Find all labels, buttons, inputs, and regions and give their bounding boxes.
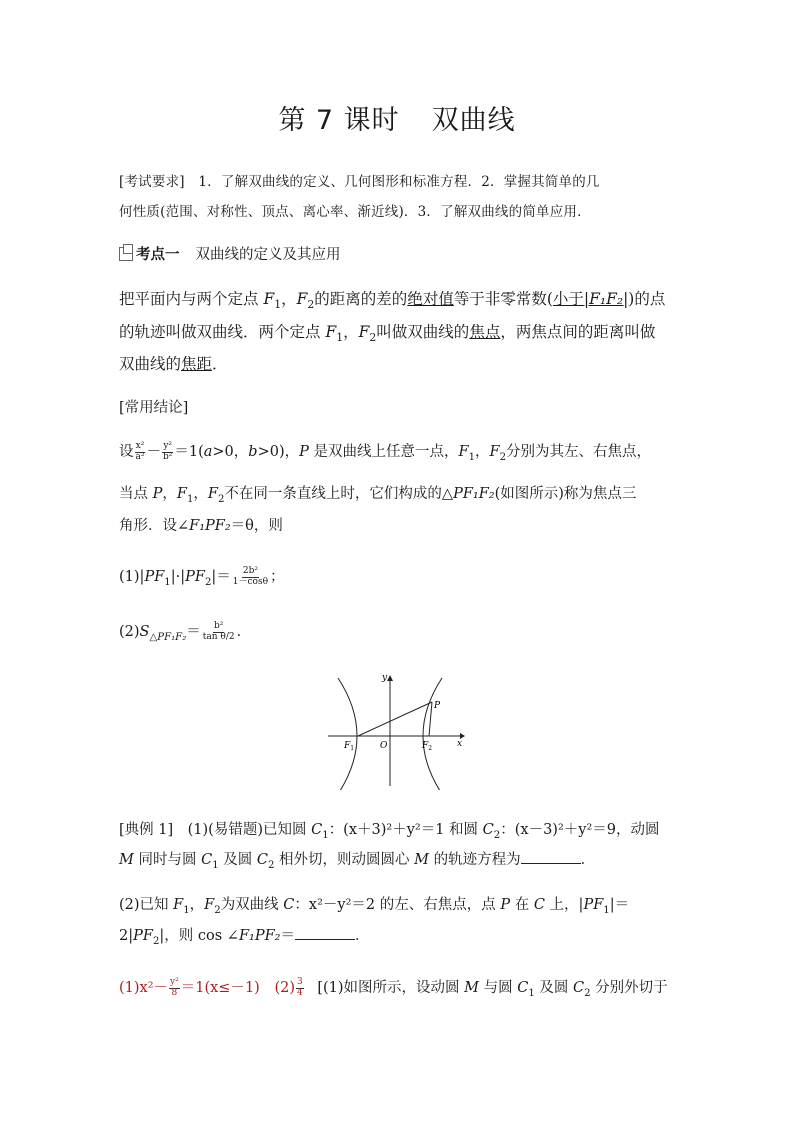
sym: C xyxy=(256,852,268,868)
den: tan θ/2 xyxy=(202,631,235,642)
text: 上，| xyxy=(544,897,584,913)
text: 的轨迹方程为 xyxy=(429,852,521,868)
text: ， xyxy=(189,897,205,913)
sym: P xyxy=(152,486,163,502)
sub: 1 xyxy=(164,576,171,588)
sub: 1 xyxy=(186,493,194,505)
text: 2| xyxy=(119,928,134,944)
sub: 1 xyxy=(183,904,190,916)
definition-line-2 xyxy=(119,320,684,344)
sym: b xyxy=(248,444,258,460)
text: ， xyxy=(162,486,177,502)
segment-pf1 xyxy=(358,702,432,736)
text: △ xyxy=(149,631,158,643)
text: ． xyxy=(354,928,370,944)
text: >0)， xyxy=(257,444,300,460)
text: 同时与圆 xyxy=(133,852,202,868)
sym: C xyxy=(482,822,494,838)
text: ：(x－3)²＋y²＝9，动圆 xyxy=(500,822,660,838)
text: ， xyxy=(343,323,359,341)
example-line-4 xyxy=(119,924,684,947)
text: ， xyxy=(193,486,208,502)
text: (1)x²－ xyxy=(119,980,169,996)
explanation-start xyxy=(317,980,668,999)
section-heading xyxy=(119,243,341,264)
segment-pf2 xyxy=(429,702,432,736)
conclusion-line-2 xyxy=(119,482,684,505)
text: 等于非零常数( xyxy=(453,290,553,308)
text: 相外切，则动圆圆心 xyxy=(274,852,415,868)
text: 在 xyxy=(510,897,534,913)
sub: 2 xyxy=(493,829,501,841)
text: |＝ xyxy=(211,569,231,585)
text: 与圆 xyxy=(479,980,518,996)
text: >0， xyxy=(212,444,249,460)
f1-letter: F xyxy=(344,741,351,751)
den: 1－cosθ xyxy=(232,576,269,587)
sym: M xyxy=(464,980,479,996)
sym: F xyxy=(263,290,275,308)
text: 叫做双曲线的 xyxy=(376,323,470,341)
section-icon xyxy=(119,247,133,261)
sym: a xyxy=(203,444,213,460)
text: (1)| xyxy=(119,569,145,585)
sym: C xyxy=(311,822,323,838)
sym: PF xyxy=(583,897,604,913)
sym: PF xyxy=(144,569,165,585)
sym: C xyxy=(573,980,585,996)
text: ，两焦点间的距离叫做 xyxy=(500,323,656,341)
fraction xyxy=(296,978,304,998)
text: ． xyxy=(580,852,596,868)
sub: 2 xyxy=(307,298,315,312)
num: y² xyxy=(163,441,173,452)
example-line-1 xyxy=(119,818,684,841)
text: (如图所示)称为焦点三 xyxy=(494,486,637,502)
example-line-2 xyxy=(119,848,684,871)
text: 为双曲线 xyxy=(220,897,284,913)
num: 3 xyxy=(296,977,303,988)
den: 8 xyxy=(171,987,178,998)
text: ． xyxy=(212,355,228,373)
num: b² xyxy=(213,621,224,632)
sym: F xyxy=(176,486,187,502)
sym: |F₁F₂| xyxy=(583,290,629,308)
term-less-than xyxy=(553,290,628,308)
fraction xyxy=(169,978,180,998)
num: x² xyxy=(135,441,145,452)
sub: 2 xyxy=(214,904,221,916)
hyperbola-left-branch xyxy=(338,678,357,790)
sym: PF xyxy=(133,928,153,944)
text: ， xyxy=(475,444,490,460)
text: ＝1(x≤－1) xyxy=(180,980,260,996)
text: 把平面内与两个定点 xyxy=(119,290,264,308)
sym: C xyxy=(201,852,213,868)
den: a² xyxy=(135,451,145,462)
section-title: 双曲线的定义及其应用 xyxy=(195,247,341,263)
definition-line-1 xyxy=(119,287,684,311)
sub: 1 xyxy=(274,298,282,312)
f2-letter: F xyxy=(422,741,429,751)
definition-line-3 xyxy=(119,352,684,374)
sub: 2 xyxy=(369,331,377,345)
text: 设 xyxy=(119,444,134,460)
text: ＝θ，则 xyxy=(230,518,283,534)
text: ：(x＋3)²＋y²＝1 和圆 xyxy=(328,822,483,838)
sym: C xyxy=(533,897,545,913)
sub xyxy=(149,632,186,643)
text: 的轨迹叫做双曲线．两个定点 xyxy=(119,323,326,341)
example-line-3 xyxy=(119,893,684,916)
sub: 2 xyxy=(499,451,507,463)
section-label: 考点一 xyxy=(136,246,180,263)
requirements-line-1: [考试要求] 1．了解双曲线的定义、几何图形和标准方程．2．掌握其简单的几 xyxy=(119,174,600,190)
page-title xyxy=(0,98,794,137)
text: ＝ xyxy=(280,928,295,944)
term-absolute-value: 绝对值 xyxy=(407,290,454,308)
sub: 1 xyxy=(336,331,344,345)
sym: F xyxy=(204,897,215,913)
term-focal-distance: 焦距 xyxy=(181,355,213,373)
sub: 2 xyxy=(267,859,275,871)
sym: F xyxy=(173,897,184,913)
text: 的距离的差的 xyxy=(314,290,408,308)
text: |·| xyxy=(170,569,186,585)
answer-line xyxy=(119,976,684,999)
lesson-number: 第 7 课时 xyxy=(278,105,400,136)
answer-2 xyxy=(274,977,304,998)
sub: 1 xyxy=(603,904,610,916)
den: 4 xyxy=(296,987,303,998)
point-p-label: P xyxy=(434,701,441,711)
sym: P xyxy=(500,897,511,913)
sym: C xyxy=(283,897,295,913)
text: [典例 1] (1)(易错题)已知圆 xyxy=(119,822,312,838)
text: 是双曲线上任意一点， xyxy=(308,444,459,460)
requirements-line-2: 何性质(范围、对称性、顶点、离心率、渐近线)．3．了解双曲线的简单应用． xyxy=(119,204,591,220)
conclusion-item-2 xyxy=(119,620,684,643)
conclusion-line-3 xyxy=(119,514,684,535)
term-focus: 焦点 xyxy=(469,323,501,341)
sub: 2 xyxy=(584,987,591,999)
hyperbola-right-branch xyxy=(423,678,442,790)
sym: F xyxy=(458,444,469,460)
sym: F xyxy=(207,486,218,502)
sym: M xyxy=(414,852,429,868)
text: )的点 xyxy=(628,290,666,308)
text: ＝ xyxy=(186,624,201,640)
conclusion-line-1: 设 $\frac{\text{x²}}{\text{a²}}$ － $\frac{\text{y²}}{\text{b²}}$ ＝1(a>0，b>0)，P 是双曲线上任意一点，$F_1$，$F_2$分别为其左、右焦点， xyxy=(119,441,652,463)
sub: 2 xyxy=(152,935,160,947)
text: [(1)如图所示，设动圆 xyxy=(317,980,465,996)
f1-sub: 1 xyxy=(350,745,355,752)
conclusions-heading: [常用结论] xyxy=(119,400,189,416)
answer-1 xyxy=(119,977,260,998)
sub: 1 xyxy=(468,451,476,463)
lesson-topic: 双曲线 xyxy=(431,105,516,136)
sub: 1 xyxy=(528,987,535,999)
text: |＝ xyxy=(609,897,630,913)
text: ． xyxy=(236,624,252,640)
text: 小于 xyxy=(552,290,584,308)
text: 分别外切于 xyxy=(590,980,668,996)
sym: F xyxy=(325,323,337,341)
answer-blank-1 xyxy=(521,849,581,864)
den: b² xyxy=(162,451,173,462)
text: 不在同一条直线上时，它们构成的△ xyxy=(224,486,454,502)
x-label: x xyxy=(457,739,463,749)
sym: S xyxy=(139,624,150,640)
text: 及圆 xyxy=(534,980,573,996)
sub: 2 xyxy=(217,493,225,505)
text: ； xyxy=(270,569,285,585)
conclusion-item-1 xyxy=(119,565,684,588)
text: |，则 cos ∠ xyxy=(159,928,239,944)
sym: F xyxy=(358,323,370,341)
text: ， xyxy=(281,290,297,308)
sym: P xyxy=(299,444,309,460)
text: (2) xyxy=(119,624,140,640)
sym: PF₁F₂ xyxy=(453,486,495,502)
sym: F xyxy=(489,444,500,460)
f1-label xyxy=(343,741,354,752)
text: ＝1( xyxy=(174,444,204,460)
sub: 1 xyxy=(322,829,329,841)
fraction xyxy=(135,442,146,462)
text: 分别为其左、右焦点， xyxy=(506,444,652,460)
fraction xyxy=(162,442,173,462)
f2-sub: 2 xyxy=(428,745,433,752)
text: 双曲线的 xyxy=(119,355,182,373)
fraction xyxy=(232,567,269,587)
origin-label: O xyxy=(380,741,388,751)
sym: C xyxy=(517,980,529,996)
text: (2)已知 xyxy=(119,897,174,913)
text: 及圆 xyxy=(218,852,257,868)
y-label: y xyxy=(382,673,388,683)
fraction xyxy=(202,622,236,642)
sym: PF₁F₂ xyxy=(157,631,187,643)
text: (2) xyxy=(274,980,295,996)
num: y² xyxy=(170,977,179,988)
text: 当点 xyxy=(119,486,153,502)
text: ：x²－y²＝2 的左、右焦点，点 xyxy=(294,897,501,913)
num: 2b² xyxy=(242,566,258,577)
sym: M xyxy=(119,852,134,868)
sub: 2 xyxy=(204,576,212,588)
y-axis-arrow xyxy=(387,675,393,681)
f2-label xyxy=(421,741,432,752)
sym: F₁PF₂ xyxy=(189,518,231,534)
sub: 1 xyxy=(212,859,219,871)
sym: PF xyxy=(185,569,205,585)
sym: F xyxy=(296,290,308,308)
hyperbola-figure xyxy=(324,670,468,790)
answer-blank-2 xyxy=(295,925,355,940)
text: 角形．设∠ xyxy=(119,518,190,534)
sym: F₁PF₂ xyxy=(238,928,281,944)
